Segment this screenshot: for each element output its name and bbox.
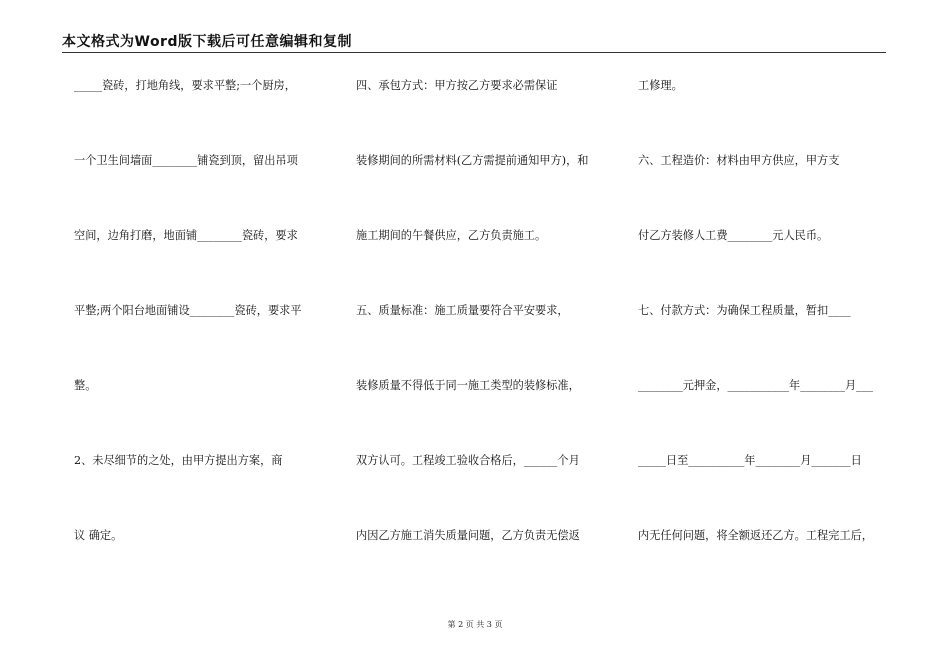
text-line: 七、付款方式：为确保工程质量，暂扣____ [638,304,851,317]
page-number: 第 2 页 共 3 页 [447,620,503,629]
text-line: 五、质量标准：施工质量要符合平安要求， [356,304,569,317]
text-line: 施工期间的午餐供应，乙方负责施工。 [356,229,547,242]
text-line: 付乙方装修人工费________元人民币。 [638,229,829,242]
text-line: _____瓷砖，打地角线，要求平整;一个厨房， [74,79,296,92]
text-line: 装修质量不得低于同一施工类型的装修标准， [356,379,580,392]
document-header: 本文格式为Word版下载后可任意编辑和复制 [62,34,352,50]
text-line: 四、承包方式：甲方按乙方要求必需保证 [356,79,558,92]
text-line: 内无任何问题，将全额返还乙方。工程完工后， [638,529,873,542]
text-line: 工修理。 [638,79,683,92]
text-line: 平整;两个阳台地面铺设________瓷砖，要求平 [74,304,302,317]
text-line: ________元押金，___________年________月___ [638,379,873,392]
text-line: 空间，边角打磨，地面铺________瓷砖，要求 [74,229,298,242]
text-line: 双方认可。工程竣工验收合格后，______个月 [356,454,580,467]
text-line: _____日至__________年________月_______日 [638,454,862,467]
text-line: 整。 [74,379,97,392]
header-divider [62,52,886,53]
text-line: 装修期间的所需材料(乙方需提前通知甲方)，和 [356,154,589,167]
text-line: 内因乙方施工消失质量问题，乙方负责无偿返 [356,529,580,542]
text-line: 议 确定。 [74,529,123,542]
text-line: 六、工程造价：材料由甲方供应，甲方支 [638,154,840,167]
text-line: 一个卫生间墙面________铺瓷到顶，留出吊项 [74,154,298,167]
text-line: 2、未尽细节的之处，由甲方提出方案，商 [74,454,283,467]
